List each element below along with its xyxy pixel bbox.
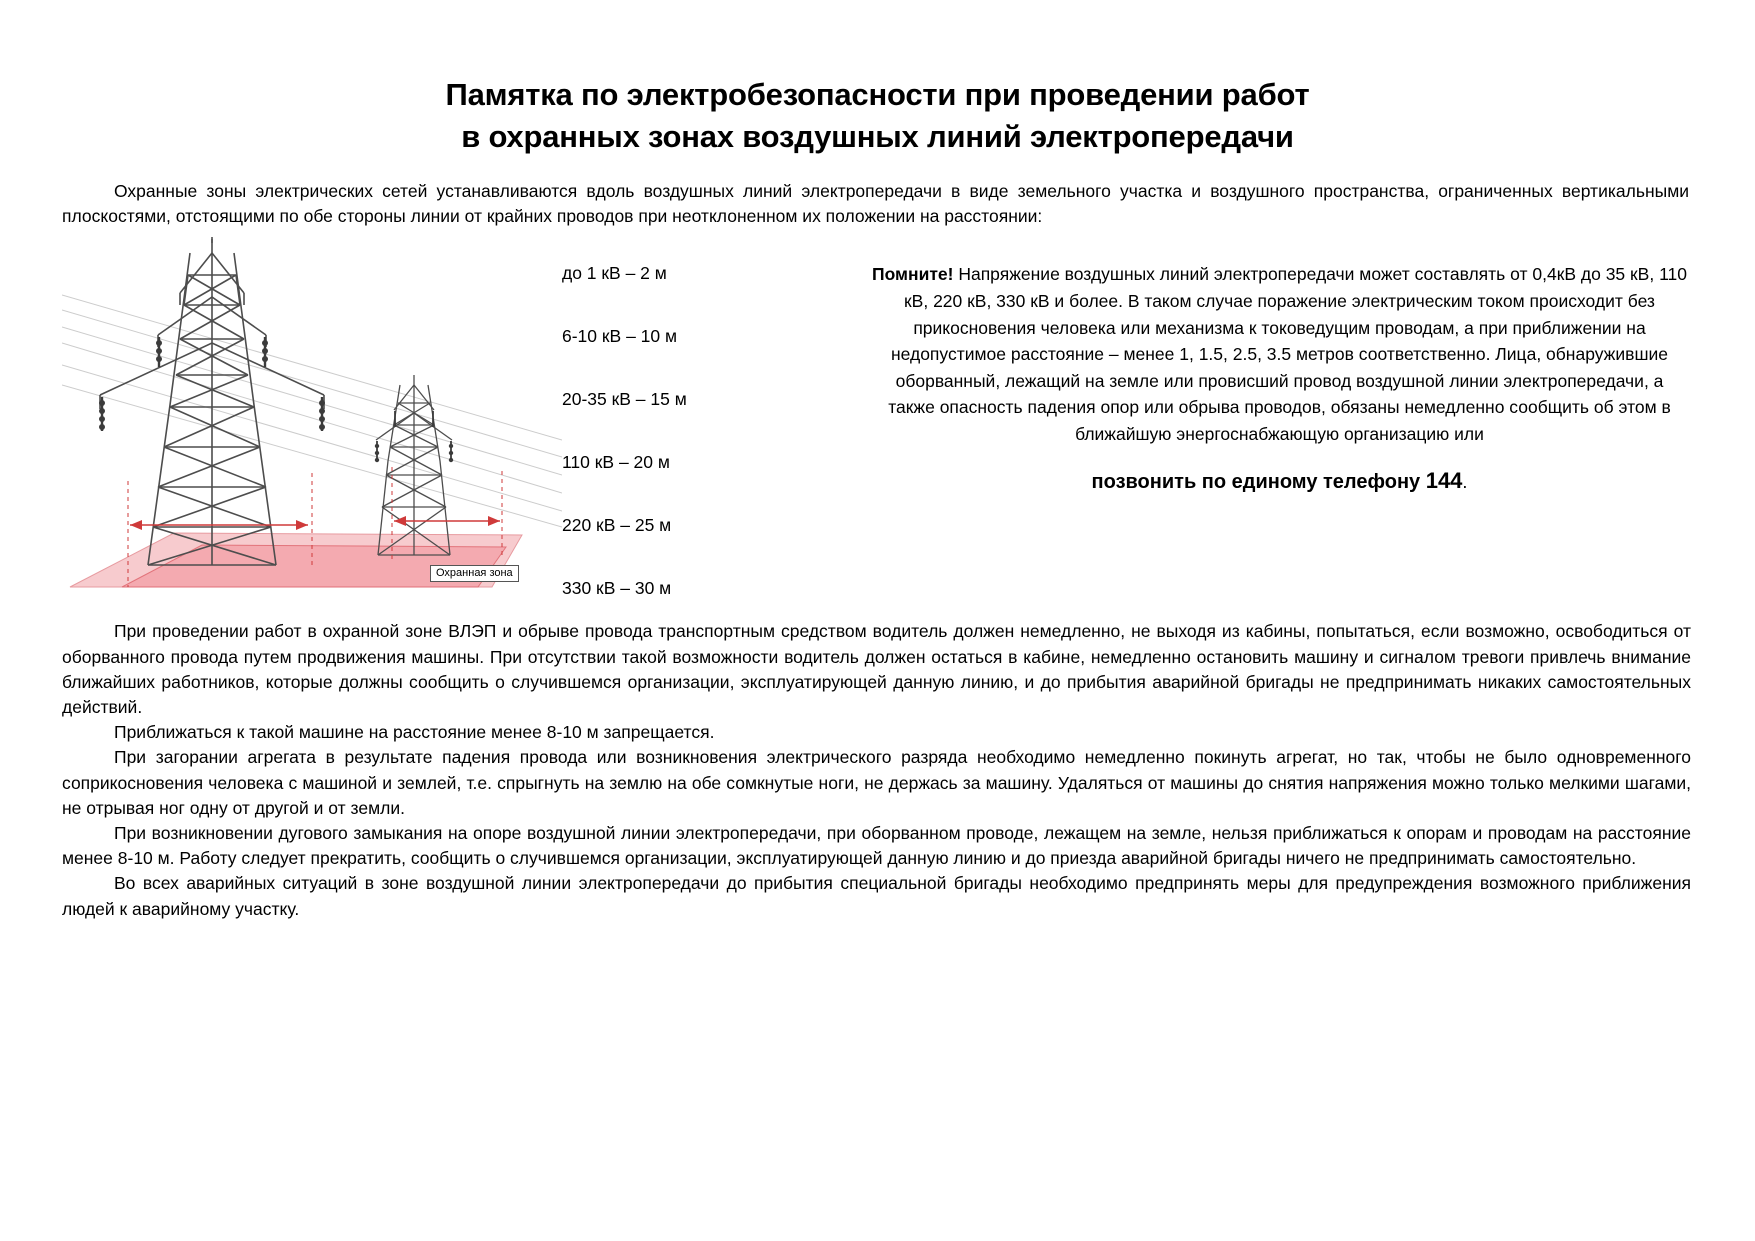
paragraph-2: Приближаться к такой машине на расстояние менее 8-10 м запрещается. [114,722,715,743]
list-item: 330 кВ – 30 м [562,578,672,599]
emergency-phone-line [872,468,1687,494]
phone-number: 144 [1425,467,1463,493]
zone-caption: Охранная зона [430,565,519,581]
page-title-line-2: в охранных зонах воздушных линий электропередачи [461,118,1294,154]
list-item: 110 кВ – 20 м [562,452,670,473]
page-title-line-1: Памятка по электробезопасности при проведении работ [445,77,1310,112]
list-item: 220 кВ – 25 м [562,515,672,536]
remember-paragraph [872,261,1687,447]
remember-text: Напряжение воздушных линий электропередачи может составлять от 0,4кВ до 35 кВ, 110 кВ, 220 кВ, 330 кВ и более. В таком случае поражение электрическим током происходит без прикосновения человека или механизма к токоведущим проводам, а при приближении на недопустимое расстояние – менее 1, 1.5, 2.5, 3.5 метров соответственно. Лица, обнаружившие оборванный, лежащий на земле или провисший провод воздушной линии электропередачи, а также опасность падения опор или обрыва проводов, обязаны немедленно сообщить об этом в ближайшую энергоснабжающую организацию или [888,264,1687,444]
phone-period: . [1462,471,1468,492]
voltage-distance-list [562,235,872,599]
list-item: до 1 кВ – 2 м [562,263,667,284]
intro-paragraph: Охранные зоны электрических сетей устанавливаются вдоль воздушных линий электропередачи в виде земельного участка и воздушного пространства, ограниченных вертикальными плоскостями, отстоящими по обе стороны линии от крайних проводов при неотклоненном их положении на расстоянии: [62,181,1689,227]
middle-section [62,235,1693,603]
transmission-tower-illustration [62,235,562,603]
paragraph-3: При загорании агрегата в результате падения провода или возникновения электрического разряда необходимо немедленно покинуть агрегат, но так, чтобы не было одновременного соприкосновения человека с машиной и землей, т.е. спрыгнуть на землю на обе сомкнутые ноги, не держась за машину. Удаляться от машины до снятия напряжения можно только мелкими шагами, не отрывая ног одну от другой и от земли. [62,747,1691,818]
power-line-figure [62,235,562,603]
paragraph-1: При проведении работ в охранной зоне ВЛЭП и обрыве провода транспортным средством водитель должен немедленно, не выходя из кабины, попытаться, если возможно, освободиться от оборванного провода путем продвижения машины. При отсутствии такой возможности водитель должен остаться в кабине, немедленно остановить машину и сигналом тревоги привлечь внимание ближайших работников, которые должны сообщить о случившемся организации, эксплуатирующей данную линию, и до прибытия аварийной бригады не предпринимать никаких самостоятельных действий. [62,621,1691,717]
remember-block [872,235,1693,493]
list-item: 20-35 кВ – 15 м [562,389,687,410]
remember-heading: Помните! [872,264,954,285]
phone-label: позвонить по единому телефону [1091,470,1426,493]
page-title [62,74,1693,157]
paragraph-5: Во всех аварийных ситуаций в зоне воздушной линии электропередачи до прибытия специальной бригады необходимо предпринять меры для предупреждения возможного приближения людей к аварийному участку. [62,873,1691,919]
body-text [62,619,1693,921]
list-item: 6-10 кВ – 10 м [562,326,678,347]
paragraph-4: При возникновении дугового замыкания на опоре воздушной линии электропередачи, при оборванном проводе, лежащем на земле, нельзя приближаться к опорам и проводам на расстояние менее 8-10 м. Работу следует прекратить, сообщить о случившемся организации, эксплуатирующей данную линию и до приезда аварийной бригады ничего не предпринимать самостоятельно. [62,822,1691,869]
